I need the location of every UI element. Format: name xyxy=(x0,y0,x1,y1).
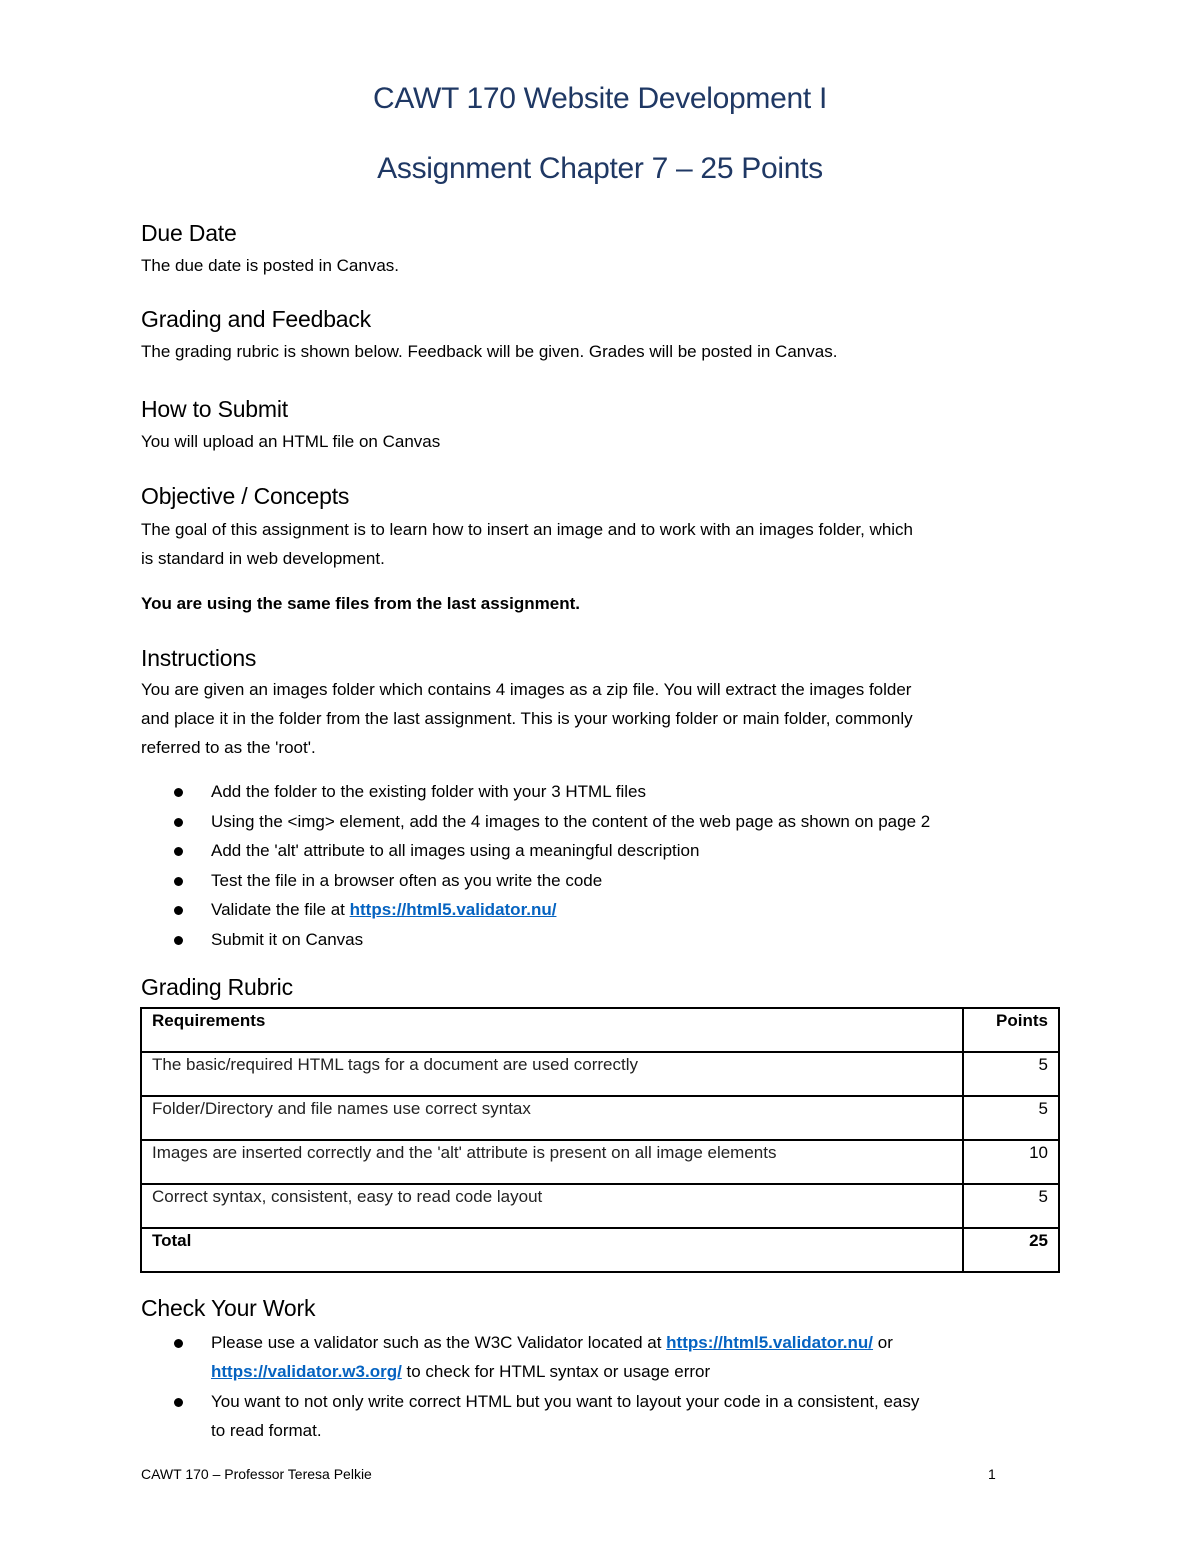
footer-author: CAWT 170 – Professor Teresa Pelkie xyxy=(141,1466,372,1482)
check-bullet-2-line-2: to read format. xyxy=(211,1421,322,1440)
instructions-line-2: and place it in the folder from the last assignment. This is your working folder or main folder, commonly xyxy=(141,709,913,728)
validate-text: Validate the file at xyxy=(211,900,350,919)
table-row xyxy=(141,1184,1059,1228)
instruction-bullet-3: Add the 'alt' attribute to all images using a meaningful description xyxy=(211,841,700,860)
points-cell: 5 xyxy=(963,1052,1059,1096)
how-to-submit-text: You will upload an HTML file on Canvas xyxy=(141,432,441,451)
instruction-bullet-2: Using the <img> element, add the 4 images to the content of the web page as shown on page 2 xyxy=(211,812,931,831)
rubric-header-row xyxy=(141,1008,1059,1052)
bullet-dot xyxy=(174,847,183,856)
check-work-heading: Check Your Work xyxy=(141,1295,316,1321)
grading-feedback-heading: Grading and Feedback xyxy=(141,306,371,332)
objective-line-2: is standard in web development. xyxy=(141,549,385,568)
document-subtitle: Assignment Chapter 7 – 25 Points xyxy=(377,152,823,185)
bullet-dot xyxy=(174,936,183,945)
bullet-dot xyxy=(174,818,183,827)
rubric-table xyxy=(140,1007,1060,1273)
w3c-validator-link[interactable]: https://validator.w3.org/ xyxy=(211,1362,402,1381)
points-cell: 10 xyxy=(963,1140,1059,1184)
table-row xyxy=(141,1096,1059,1140)
objective-heading: Objective / Concepts xyxy=(141,483,350,509)
table-row xyxy=(141,1052,1059,1096)
validator-nu-link[interactable]: https://html5.validator.nu/ xyxy=(666,1333,874,1352)
instruction-bullet-6: Submit it on Canvas xyxy=(211,930,364,949)
instructions-line-1: You are given an images folder which contains 4 images as a zip file. You will extract the images folder xyxy=(141,680,912,699)
total-row xyxy=(141,1228,1059,1272)
due-date-text: The due date is posted in Canvas. xyxy=(141,256,399,275)
instructions-line-3: referred to as the 'root'. xyxy=(141,738,316,757)
validator-link[interactable]: https://html5.validator.nu/ xyxy=(349,900,557,919)
total-points: 25 xyxy=(963,1228,1059,1272)
objective-note: You are using the same files from the last assignment. xyxy=(141,594,580,613)
check-bullet-1-line-2 xyxy=(211,1362,710,1382)
bullet-dot xyxy=(174,906,183,915)
instruction-bullet-1: Add the folder to the existing folder with your 3 HTML files xyxy=(211,782,646,801)
requirements-header: Requirements xyxy=(141,1008,963,1052)
points-cell: 5 xyxy=(963,1096,1059,1140)
total-label: Total xyxy=(141,1228,963,1272)
bullet-dot xyxy=(174,877,183,886)
table-row xyxy=(141,1140,1059,1184)
objective-line-1: The goal of this assignment is to learn how to insert an image and to work with an images folder, which xyxy=(141,520,914,539)
rubric-heading: Grading Rubric xyxy=(141,974,293,1000)
bullet-dot xyxy=(174,1398,183,1407)
bullet-dot xyxy=(174,788,183,797)
check-bullet-2-line-1: You want to not only write correct HTML but you want to layout your code in a consistent, easy xyxy=(211,1392,920,1411)
check-text: or xyxy=(873,1333,893,1352)
requirement-cell: Folder/Directory and file names use correct syntax xyxy=(141,1096,963,1140)
document-title: CAWT 170 Website Development I xyxy=(373,82,827,115)
points-header: Points xyxy=(963,1008,1059,1052)
page-number: 1 xyxy=(988,1466,996,1482)
instruction-bullet-4: Test the file in a browser often as you write the code xyxy=(211,871,603,890)
check-bullet-1-line-1 xyxy=(211,1333,893,1353)
requirement-cell: Images are inserted correctly and the 'alt' attribute is present on all image elements xyxy=(141,1140,963,1184)
requirement-cell: Correct syntax, consistent, easy to read code layout xyxy=(141,1184,963,1228)
check-text: to check for HTML syntax or usage error xyxy=(401,1362,711,1381)
check-text: Please use a validator such as the W3C Validator located at xyxy=(211,1333,667,1352)
points-cell: 5 xyxy=(963,1184,1059,1228)
grading-feedback-text: The grading rubric is shown below. Feedback will be given. Grades will be posted in Canvas. xyxy=(141,342,838,361)
bullet-dot xyxy=(174,1339,183,1348)
instruction-bullet-5 xyxy=(211,900,556,920)
instructions-heading: Instructions xyxy=(141,645,257,671)
due-date-heading: Due Date xyxy=(141,220,237,246)
requirement-cell: The basic/required HTML tags for a document are used correctly xyxy=(141,1052,963,1096)
how-to-submit-heading: How to Submit xyxy=(141,396,288,422)
